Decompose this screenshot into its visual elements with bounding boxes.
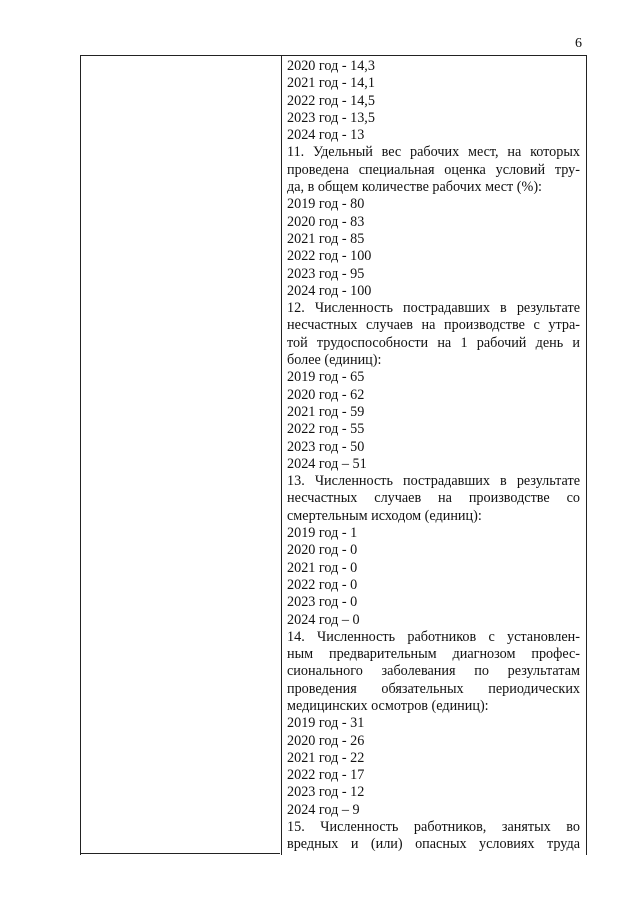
text-line: вредных и (или) опасных условиях труда: [287, 836, 580, 853]
table-bottom-border: [80, 853, 280, 854]
text-line: 15. Численность работников, занятых во: [287, 819, 580, 836]
text-line: 2021 год - 22: [287, 749, 365, 766]
text-line: 2021 год - 14,1: [287, 75, 375, 92]
text-line: 2020 год - 62: [287, 386, 365, 403]
text-line: ным предварительным диагнозом профес-: [287, 646, 580, 663]
text-line: той трудоспособности на 1 рабочий день и: [287, 334, 580, 351]
text-line: 14. Численность работников с установлен-: [287, 628, 580, 645]
text-line: 2020 год - 26: [287, 732, 365, 749]
text-line: 2023 год - 0: [287, 594, 358, 611]
text-line: 2023 год - 13,5: [287, 109, 375, 126]
text-line: 2022 год - 0: [287, 576, 358, 593]
text-line: 11. Удельный вес рабочих мест, на которых: [287, 144, 580, 161]
text-line: несчастных случаев на производстве со: [287, 490, 580, 507]
text-line: 2020 год - 14,3: [287, 58, 375, 74]
text-line: 2020 год - 0: [287, 542, 358, 559]
text-line: 2019 год - 65: [287, 369, 365, 386]
text-line: 2022 год - 55: [287, 421, 365, 438]
text-line: 2024 год – 9: [287, 801, 360, 818]
text-line: 2019 год - 80: [287, 196, 365, 213]
text-line: 2023 год - 12: [287, 784, 365, 801]
text-line: 2022 год - 17: [287, 767, 365, 784]
text-line: 13. Численность пострадавших в результате: [287, 473, 580, 490]
text-line: смертельным исходом (единиц):: [287, 507, 482, 524]
text-line: сионального заболевания по результатам: [287, 663, 580, 680]
text-line: проведена специальная оценка условий тру-: [287, 161, 580, 178]
text-line: несчастных случаев на производстве с утра-: [287, 317, 580, 334]
text-line: медицинских осмотров (единиц):: [287, 697, 489, 714]
text-line: 2024 год - 100: [287, 282, 372, 299]
text-line: 2023 год - 50: [287, 438, 365, 455]
text-line: 2021 год - 0: [287, 559, 358, 576]
text-line: 2021 год - 59: [287, 403, 365, 420]
text-line: 2021 год - 85: [287, 230, 365, 247]
text-line: 2020 год - 83: [287, 213, 365, 230]
text-line: проведения обязательных периодических: [287, 680, 580, 697]
table-right-column: [282, 56, 582, 854]
text-line: более (единиц):: [287, 352, 382, 369]
text-line: 2024 год – 0: [287, 611, 360, 628]
document-table: [80, 55, 587, 855]
text-line: 2022 год - 100: [287, 248, 372, 265]
text-line: 2019 год - 31: [287, 715, 365, 732]
text-line: 2024 год – 51: [287, 455, 367, 472]
text-line: 2024 год - 13: [287, 127, 365, 144]
text-line: да, в общем количестве рабочих мест (%):: [287, 179, 542, 196]
text-line: 2023 год - 95: [287, 265, 365, 282]
text-line: 2022 год - 14,5: [287, 92, 375, 109]
text-line: 12. Численность пострадавших в результате: [287, 300, 580, 317]
text-line: 2019 год - 1: [287, 525, 358, 542]
page-number: 6: [575, 36, 582, 51]
